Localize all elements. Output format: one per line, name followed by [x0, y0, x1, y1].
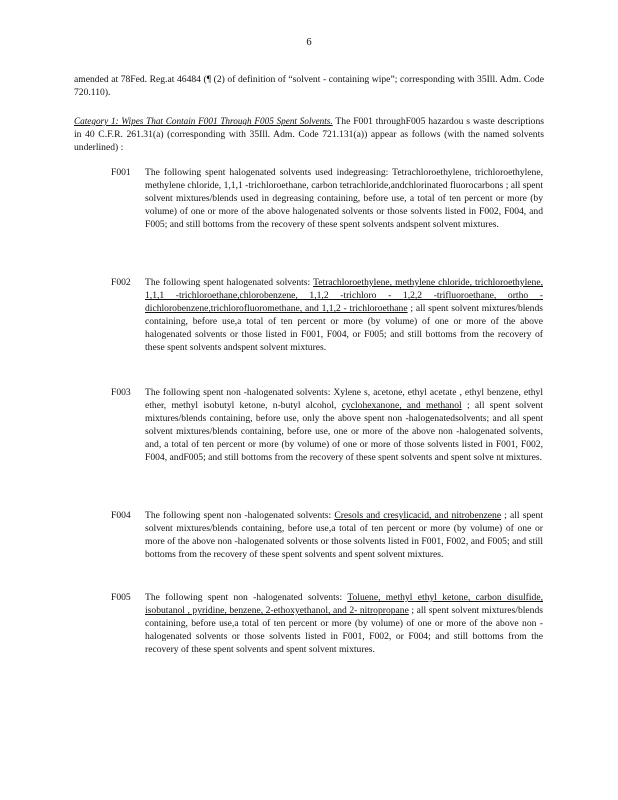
underlined-solvents: Tetrachloroethylene, methylene chloride, trichloroethylene, 1,1,1 -trichloroethane,chlorobenzene, 1,1,2 -trichloro - 1,2,2 -trifluoroethane, ortho -dichlorobenzene,trichlorofluoromethane, and 1,1,2 - trichloroethane: [145, 277, 543, 314]
waste-code: F005: [111, 592, 131, 603]
waste-description: [145, 591, 543, 656]
waste-entry-f004: [111, 509, 543, 561]
description-text: ; all spent solvent mixtures/blends containing, before use,a total of ten percent or more (by volume) of one or more of the above non -halogenated solvents or those solvents listed in F001, F002, or F004; and still bottoms from the recovery of these spent solvents and spent solvent mixtures.: [145, 605, 544, 655]
waste-code: F001: [111, 167, 131, 178]
waste-description: [145, 276, 543, 354]
category-text: The F001 throughF005 hazardou s waste descriptions in 40 C.F.R. 261.31(a) (corresponding with 35Ill. Adm. Code 721.131(a)) appear as follows (with the named solvents underlined) :: [74, 116, 544, 153]
underlined-solvents: cyclohexanone, and methanol: [341, 400, 462, 411]
waste-entry-f002: [111, 276, 543, 354]
waste-code: F003: [111, 387, 131, 398]
waste-entry-f003: [111, 386, 543, 464]
description-text: ; all spent solvent mixtures/blends containing, before use,a total of ten percent or more (by volume) of one or more of the above non -halogenated solvents or those solvents listed in F001, F002, and F005; and still bottoms from the recovery of these spent solvents and spent solvent mixtures.: [145, 510, 543, 560]
underlined-solvents: Toluene, methyl ethyl ketone, carbon disulfide, isobutanol , pyridine, benzene, 2-ethoxyethanol, and 2- nitropropane: [145, 592, 543, 616]
underlined-solvents: Cresols and cresylicacid, and nitrobenzene: [334, 510, 502, 521]
waste-entry-f001: [111, 166, 543, 231]
intro-paragraph: amended at 78Fed. Reg.at 46484 (¶ (2) of definition of “solvent - containing wipe”; corresponding with 35Ill. Adm. Code 720.110).: [74, 74, 544, 98]
category-paragraph: [74, 115, 544, 154]
description-text: The following spent non -halogenated solvents:: [145, 592, 348, 603]
description-text: ; all spent solvent mixtures/blends containing, before use, only the above spent non -halogenatedsolvents; and all spent solvent mixtures/blends containing, before use, one or more of the above non -halogenated solvents, and, a total of ten percent or more (by volume) of one or more of those solvents listed in F001, F002, F004, andF005; and still bottoms from the recovery of these spent solvents and spent solve nt mixtures.: [145, 400, 543, 463]
waste-code: F002: [111, 277, 131, 288]
waste-entry-f005: [111, 591, 543, 656]
description-text: Tetrachloroethylene, trichloroethylene, methylene chloride, 1,1,1 -trichloroethane, carbon tetrachloride,andchlorinated fluorocarbons ; all spent solvent mixtures/blends used in degreasing containing, before use, a total of ten percent or more (by volume) of one or more of the above halogenated solvents or those solvents listed in F002, F004, and F005; and still bottoms from the recovery of these spent solvents andspent solvent mixtures.: [145, 167, 543, 230]
category-heading: Category 1: Wipes That Contain F001 Through F005 Spent Solvents.: [74, 116, 333, 126]
description-text: The following spent non -halogenated solvents:: [145, 510, 335, 521]
waste-description: [145, 166, 543, 231]
waste-description: [145, 386, 543, 464]
page-number: 6: [306, 37, 312, 48]
description-text: The following spent non -halogenated solvents: Xylene s, acetone, ethyl acetate , ethyl benzene, ethyl ether, methyl isobutyl ketone, n-butyl alcohol,: [145, 387, 543, 411]
description-text: The following spent halogenated solvents:: [145, 277, 314, 288]
waste-code: F004: [111, 510, 131, 521]
waste-description: [145, 509, 543, 561]
description-text: ; all spent solvent mixtures/blends containing, before use,a total of ten percent or more (by volume) of one or more of the above halogenated solvents or those listed in F001, F004, or F005; and still bottoms from the recovery of these spent solvents andspent solvent mixtures.: [145, 303, 543, 353]
description-text: The following spent halogenated solvents used indegreasing:: [145, 167, 393, 178]
